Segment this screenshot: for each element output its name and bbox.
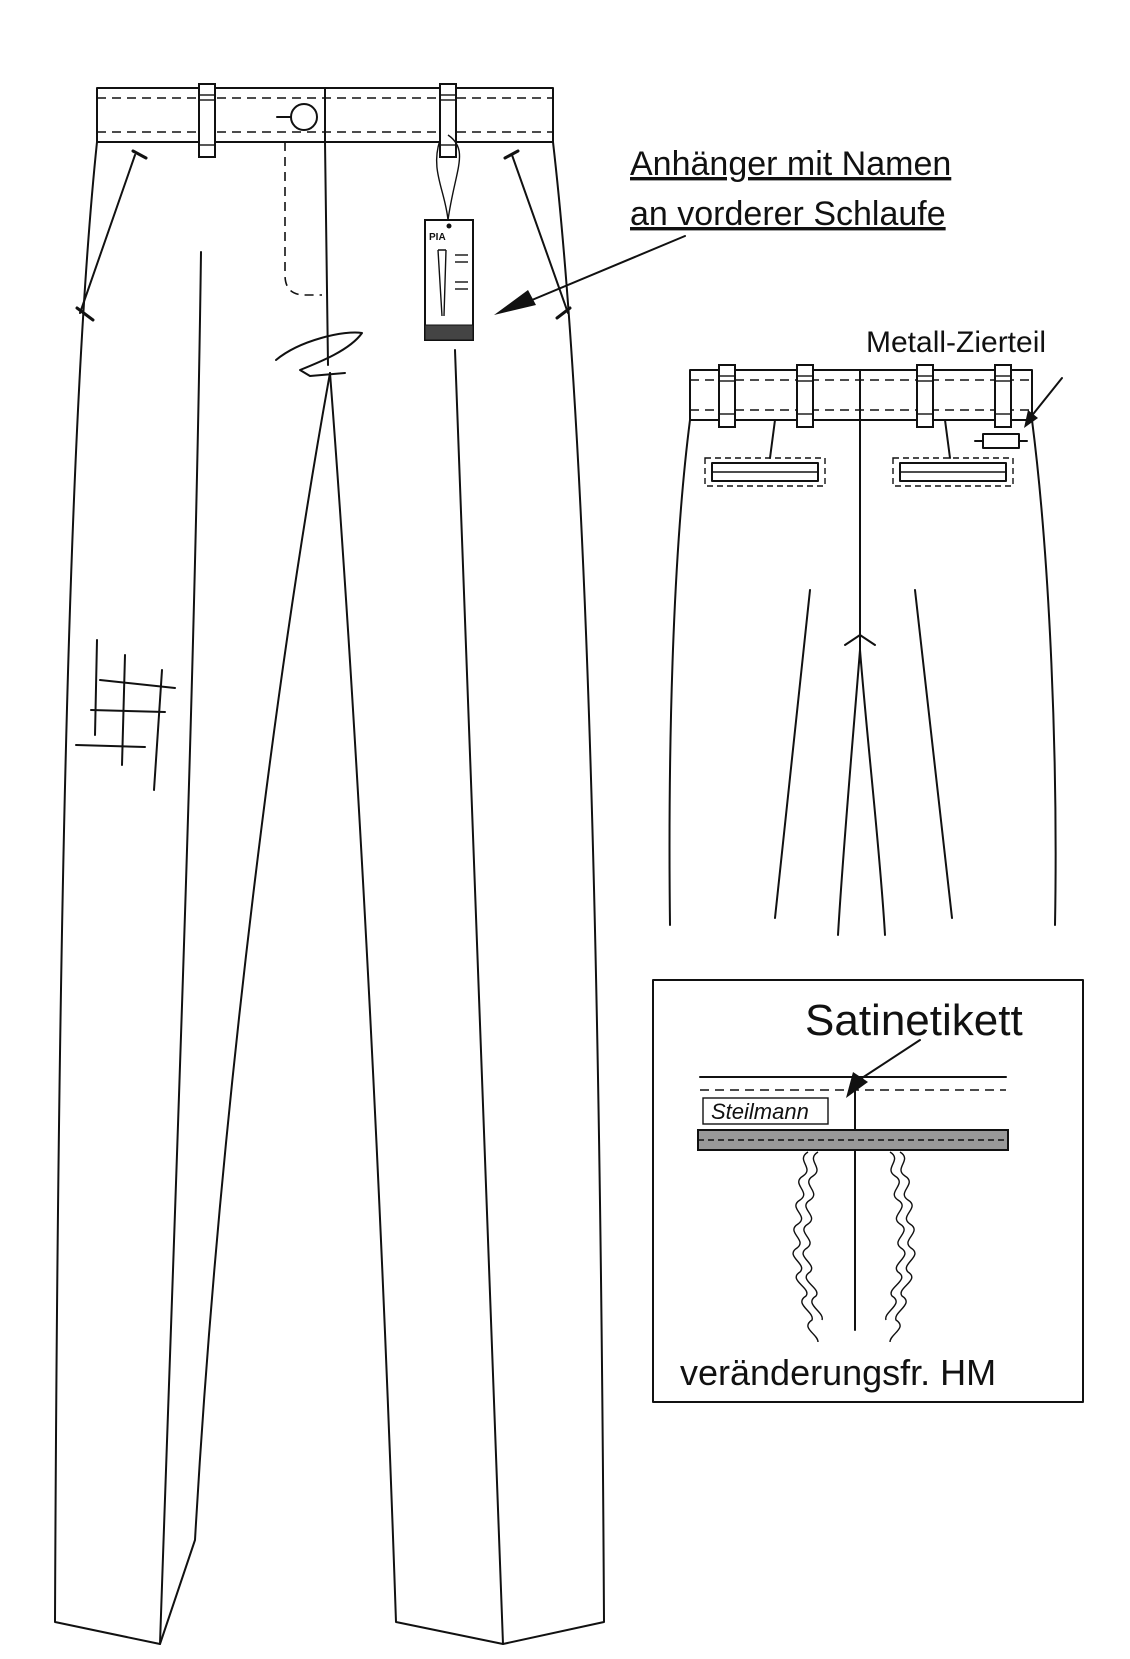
back-belt-loop xyxy=(797,365,813,427)
front-pocket-left xyxy=(77,151,146,320)
back-belt-loop xyxy=(995,365,1011,427)
fly-bartack xyxy=(276,332,362,376)
knee-grid-mark xyxy=(76,640,175,790)
detail-box-title: Satinetikett xyxy=(805,996,1023,1045)
zigzag-stitch-right xyxy=(890,1152,915,1342)
back-view-trousers xyxy=(670,365,1062,935)
hang-tag xyxy=(425,135,473,340)
fly-stitching xyxy=(285,142,322,295)
back-belt-loop xyxy=(917,365,933,427)
hang-tag-arrowhead xyxy=(494,290,536,315)
back-pocket-left xyxy=(705,420,825,486)
front-belt-loop-left xyxy=(199,84,215,157)
metal-trim-piece xyxy=(975,434,1027,448)
detail-box-footer: veränderungsfr. HM xyxy=(680,1352,997,1393)
metal-trim-arrowhead xyxy=(1024,410,1038,428)
front-pocket-right xyxy=(505,151,570,318)
hang-tag-annotation-line1: Anhänger mit Namen xyxy=(630,145,952,183)
right-crease xyxy=(455,350,503,1644)
back-outer-right xyxy=(1032,420,1056,925)
zigzag-stitch-left xyxy=(793,1152,818,1342)
metal-trim-annotation: Metall-Zierteil xyxy=(866,326,1047,359)
steilmann-label-text: Steilmann xyxy=(711,1099,809,1124)
left-crease xyxy=(160,252,201,1644)
back-outer-left xyxy=(670,420,690,925)
hang-tag-annotation xyxy=(630,145,951,233)
hang-tag-annotation-line2: an vorderer Schlaufe xyxy=(630,195,946,233)
back-pocket-right xyxy=(893,420,1013,486)
button xyxy=(291,104,317,130)
front-view-trousers xyxy=(55,84,685,1644)
back-belt-loop xyxy=(719,365,735,427)
front-belt-loop-right xyxy=(440,84,456,157)
right-leg-outline xyxy=(330,142,604,1644)
back-inseam-right xyxy=(860,650,885,935)
satin-label-detail-box xyxy=(653,980,1083,1402)
hang-tag-brand: PIA xyxy=(429,232,446,243)
front-waistband xyxy=(97,88,553,142)
left-leg-outline xyxy=(55,142,330,1644)
back-inseam-left xyxy=(838,650,860,935)
